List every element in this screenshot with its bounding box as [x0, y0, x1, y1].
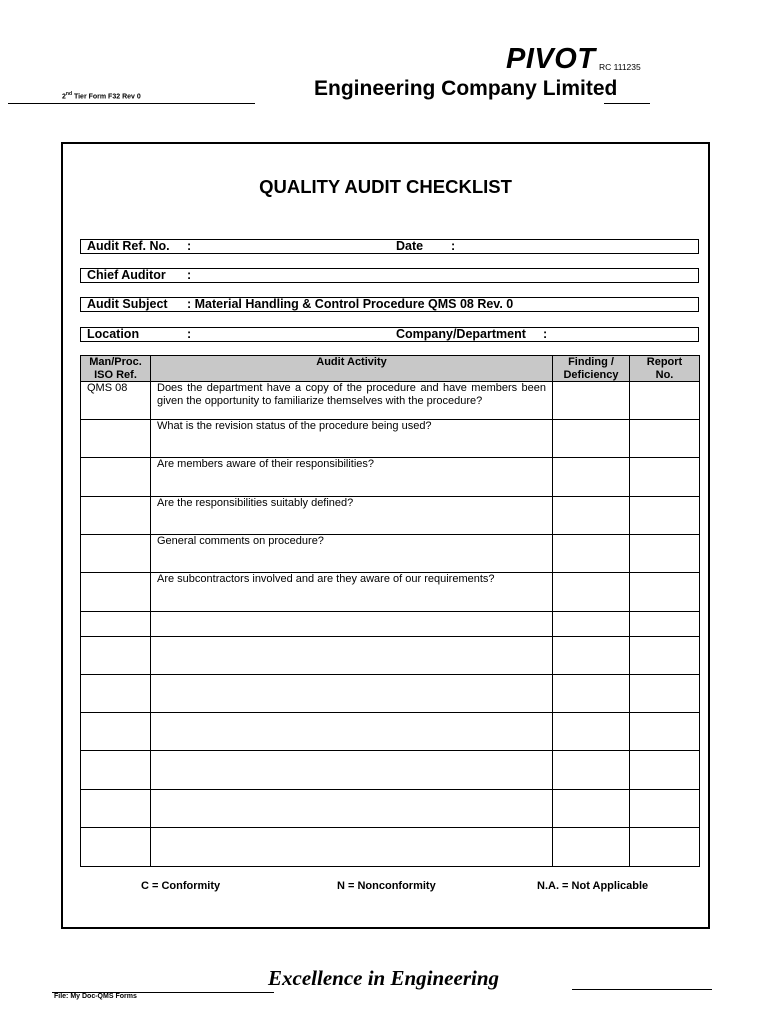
activity-cell[interactable] — [151, 612, 553, 637]
table-row — [81, 573, 700, 612]
company-dept-label: Company/Department — [396, 327, 526, 341]
finding-cell[interactable] — [553, 420, 630, 458]
report-cell[interactable] — [630, 790, 700, 828]
header-activity: Audit Activity — [151, 356, 553, 382]
footer-motto: Excellence in Engineering — [268, 966, 499, 990]
table-row — [81, 790, 700, 828]
activity-cell[interactable] — [151, 637, 553, 675]
finding-cell[interactable] — [553, 713, 630, 751]
finding-cell[interactable] — [553, 458, 630, 497]
company-dept-colon: : — [543, 327, 548, 341]
activity-cell[interactable]: General comments on procedure? — [151, 535, 553, 573]
finding-cell[interactable] — [553, 497, 630, 535]
ref-cell[interactable] — [81, 790, 151, 828]
company-name: Engineering Company Limited — [314, 77, 618, 100]
ref-cell[interactable] — [81, 458, 151, 497]
finding-cell[interactable] — [553, 573, 630, 612]
location-colon: : — [187, 327, 192, 341]
header-rule-right — [604, 103, 650, 104]
ref-cell[interactable] — [81, 637, 151, 675]
ref-cell[interactable] — [81, 612, 151, 637]
location-field[interactable] — [80, 327, 699, 342]
finding-cell[interactable] — [553, 612, 630, 637]
form-title: QUALITY AUDIT CHECKLIST — [259, 176, 512, 197]
table-row — [81, 420, 700, 458]
report-cell[interactable] — [630, 713, 700, 751]
file-path: File: My Doc-QMS Forms — [54, 993, 137, 1000]
date-label: Date — [396, 239, 424, 253]
header-finding: Finding / Deficiency — [553, 356, 630, 382]
audit-ref-colon: : — [187, 239, 192, 253]
table-row — [81, 535, 700, 573]
legend-nonconformity: N = Nonconformity — [337, 880, 436, 892]
audit-subject-field[interactable] — [80, 297, 699, 312]
ref-cell[interactable] — [81, 573, 151, 612]
table-row — [81, 497, 700, 535]
form-code: 2nd Tier Form F32 Rev 0 — [62, 91, 141, 101]
location-label: Location — [87, 327, 140, 341]
report-cell[interactable] — [630, 382, 700, 420]
activity-cell[interactable]: What is the revision status of the procedure being used? — [151, 420, 553, 458]
rc-number: RC 111235 — [599, 62, 641, 72]
activity-cell[interactable]: Are subcontractors involved and are they aware of our requirements? — [151, 573, 553, 612]
chief-auditor-label: Chief Auditor — [87, 268, 166, 282]
chief-auditor-colon: : — [187, 268, 192, 282]
ref-cell[interactable] — [81, 713, 151, 751]
report-cell[interactable] — [630, 637, 700, 675]
finding-cell[interactable] — [553, 828, 630, 867]
finding-cell[interactable] — [553, 790, 630, 828]
report-cell[interactable] — [630, 612, 700, 637]
finding-cell[interactable] — [553, 535, 630, 573]
header-ref: Man/Proc. ISO Ref. — [81, 356, 151, 382]
header-rule-left — [8, 103, 255, 104]
activity-cell[interactable]: Are members aware of their responsibilities? — [151, 458, 553, 497]
activity-cell[interactable] — [151, 713, 553, 751]
chief-auditor-field[interactable] — [80, 268, 699, 283]
activity-cell[interactable] — [151, 751, 553, 790]
table-row — [81, 382, 700, 420]
activity-cell[interactable] — [151, 828, 553, 867]
ref-cell[interactable]: QMS 08 — [81, 382, 151, 420]
footer-rule-right — [572, 989, 712, 990]
audit-ref-label: Audit Ref. No. — [87, 239, 170, 253]
audit-subject-value: : Material Handling & Control Procedure QMS 08 Rev. 0 — [187, 297, 514, 311]
table-row — [81, 713, 700, 751]
legend-not-applicable: N.A. = Not Applicable — [537, 880, 649, 892]
finding-cell[interactable] — [553, 637, 630, 675]
table-row — [81, 828, 700, 867]
audit-subject-label: Audit Subject — [87, 297, 168, 311]
header-report: Report No. — [630, 356, 700, 382]
ref-cell[interactable] — [81, 535, 151, 573]
table-row — [81, 458, 700, 497]
table-row — [81, 751, 700, 790]
report-cell[interactable] — [630, 573, 700, 612]
report-cell[interactable] — [630, 420, 700, 458]
report-cell[interactable] — [630, 535, 700, 573]
report-cell[interactable] — [630, 675, 700, 713]
report-cell[interactable] — [630, 458, 700, 497]
audit-checklist-table — [80, 355, 700, 867]
brand-logo-text: PIVOT — [506, 43, 596, 75]
ref-cell[interactable] — [81, 497, 151, 535]
finding-cell[interactable] — [553, 751, 630, 790]
legend-conformity: C = Conformity — [141, 880, 221, 892]
ref-cell[interactable] — [81, 420, 151, 458]
table-row — [81, 612, 700, 637]
activity-cell[interactable]: Are the responsibilities suitably defined? — [151, 497, 553, 535]
date-colon: : — [451, 239, 456, 253]
activity-cell[interactable] — [151, 790, 553, 828]
activity-cell[interactable]: Does the department have a copy of the procedure and have members been given the opportunity to familiarize themselves with the procedure? — [151, 382, 553, 420]
ref-cell[interactable] — [81, 828, 151, 867]
report-cell[interactable] — [630, 497, 700, 535]
finding-cell[interactable] — [553, 382, 630, 420]
ref-cell[interactable] — [81, 751, 151, 790]
finding-cell[interactable] — [553, 675, 630, 713]
ref-cell[interactable] — [81, 675, 151, 713]
table-row — [81, 675, 700, 713]
activity-cell[interactable] — [151, 675, 553, 713]
table-header-row — [81, 356, 700, 382]
report-cell[interactable] — [630, 828, 700, 867]
table-row — [81, 637, 700, 675]
report-cell[interactable] — [630, 751, 700, 790]
audit-ref-field[interactable] — [80, 239, 699, 254]
